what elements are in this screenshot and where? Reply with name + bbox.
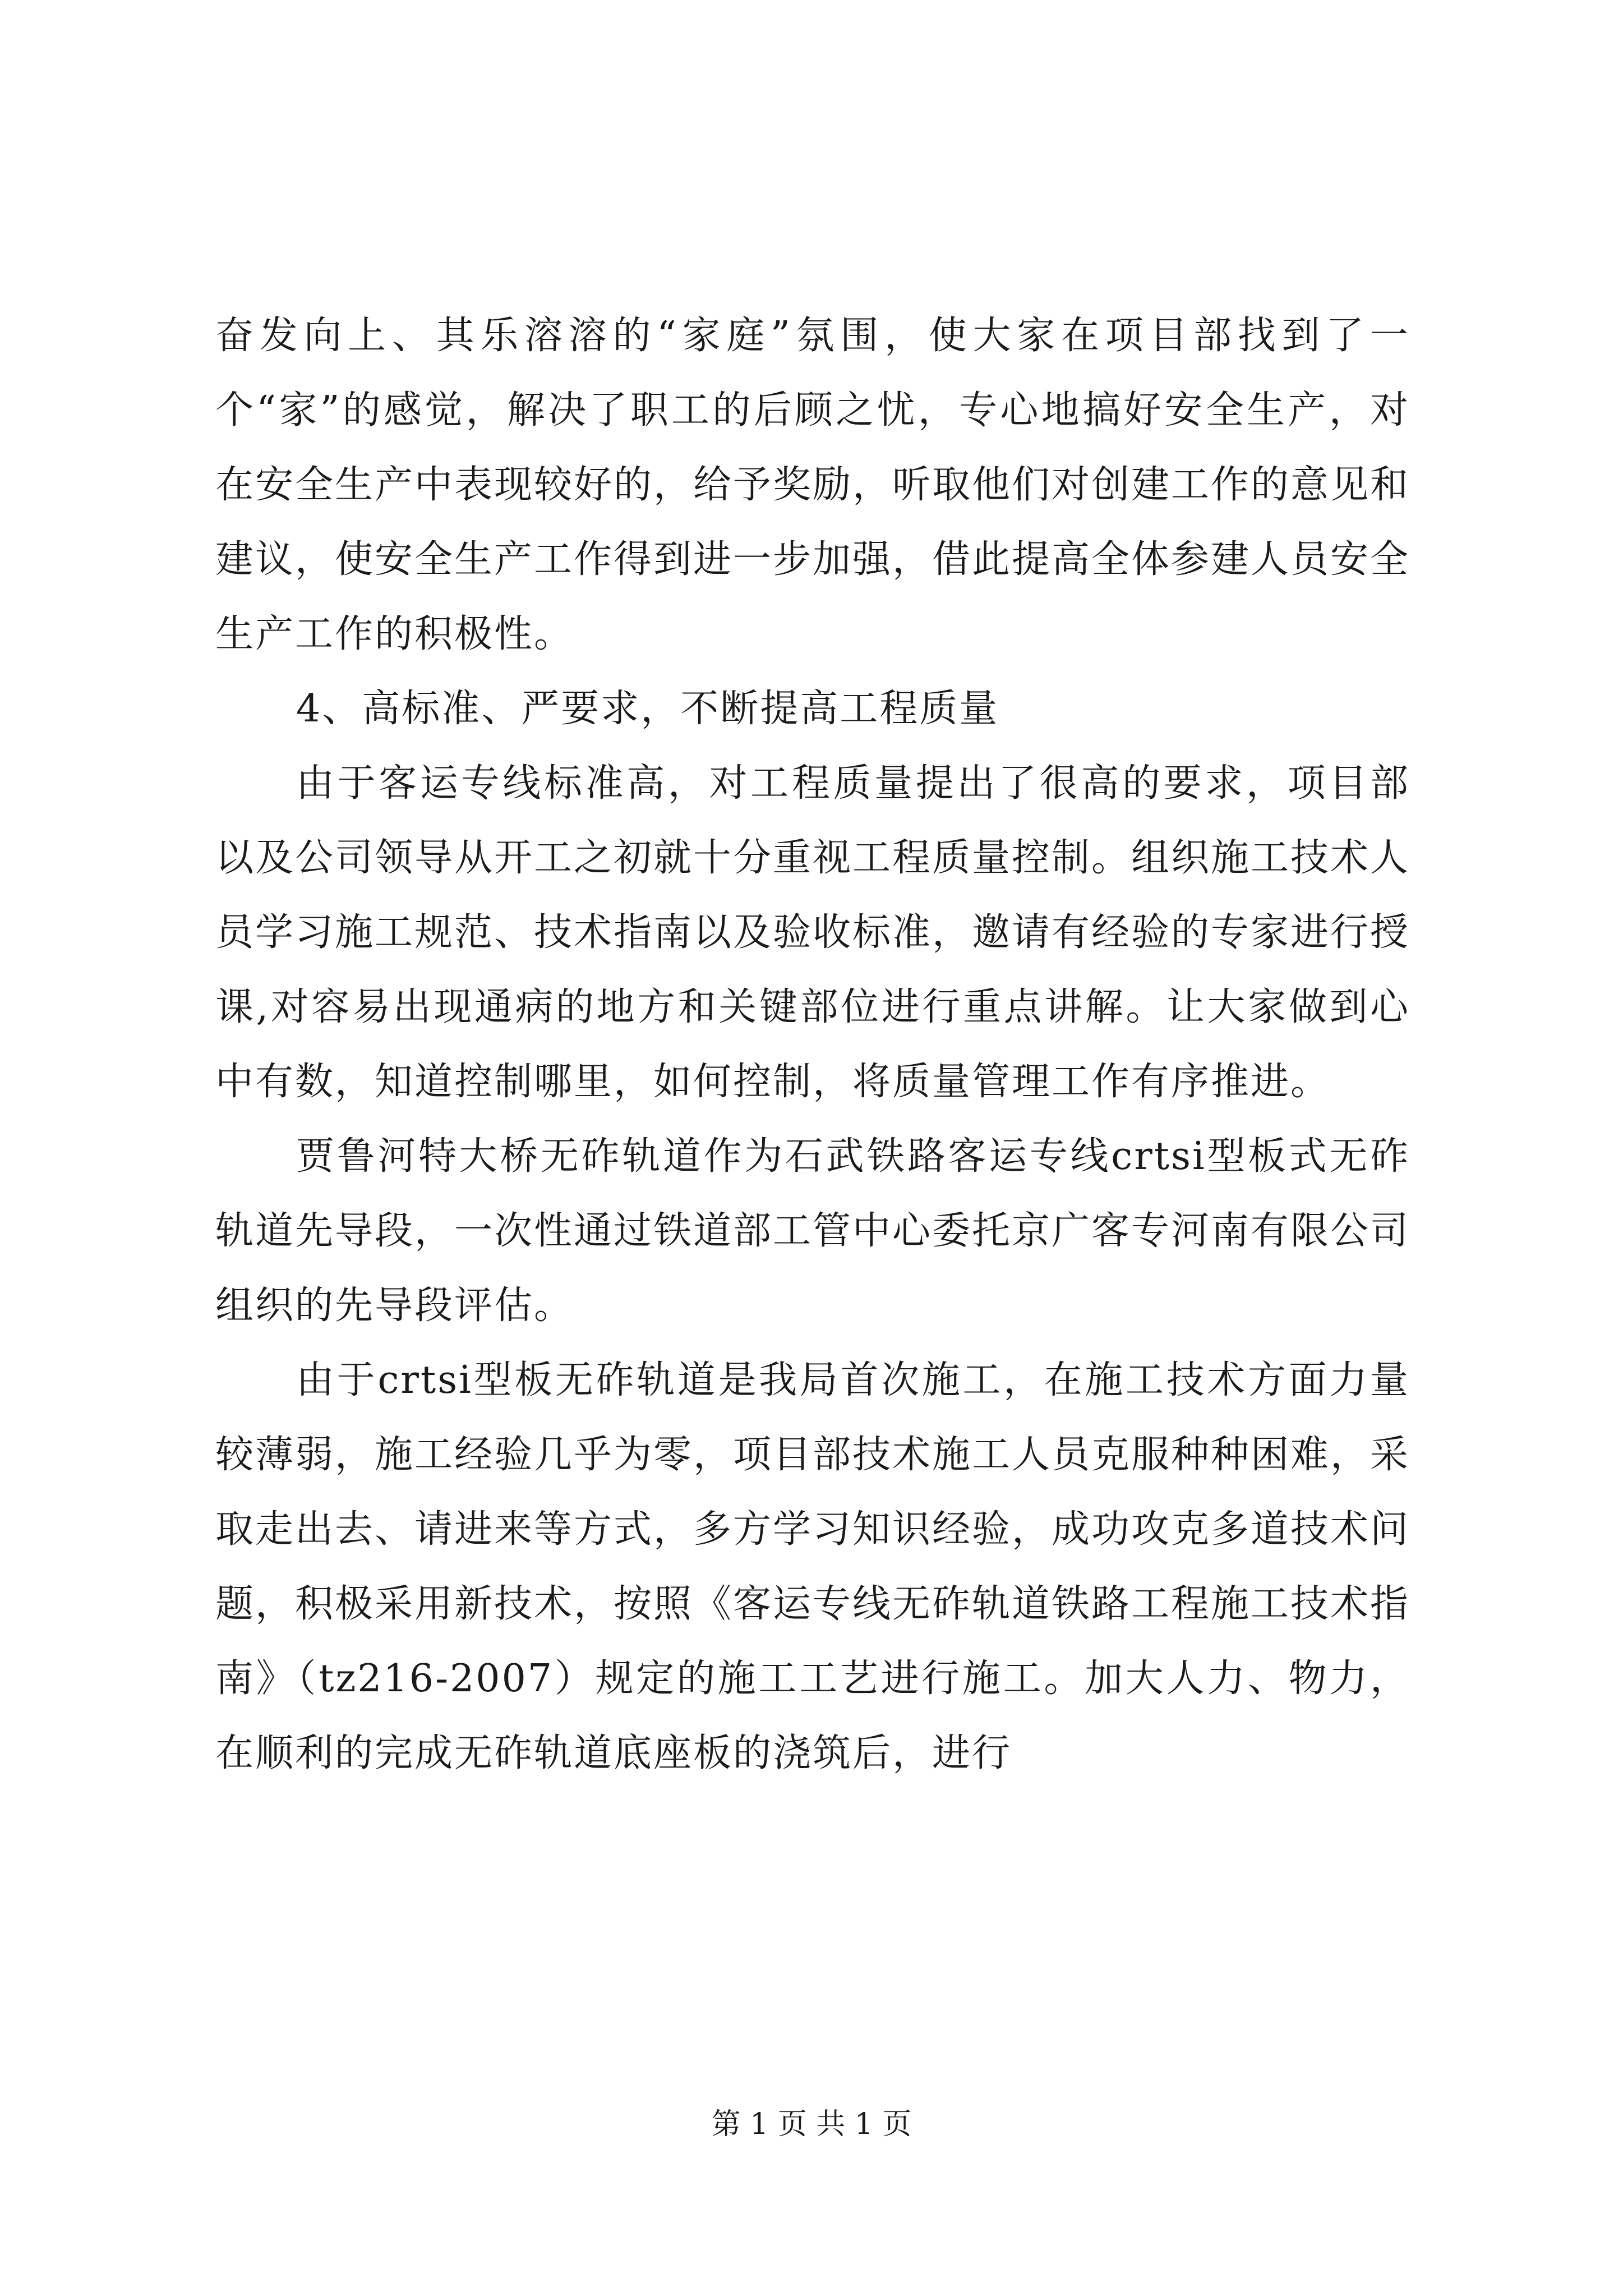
page-footer: 第 1 页 共 1 页 bbox=[711, 2108, 912, 2141]
document-body bbox=[215, 298, 1410, 1791]
paragraph-construction-technique: 由于crtsi型板无砟轨道是我局首次施工，在施工技术方面力量较薄弱，施工经验几乎为零，项目部技术施工人员克服种种困难，采取走出去、请进来等方式，多方学习知识经验，成功攻克多道技术问题，积极采用新技术，按照《客运专线无砟轨道铁路工程施工技术指南》（tz216-2007）规定的施工工艺进行施工。加大人力、物力，在顺利的完成无砟轨道底座板的浇筑后，进行 bbox=[215, 1358, 1410, 1775]
paragraph-quality-requirements: 由于客运专线标准高，对工程质量提出了很高的要求，项目部以及公司领导从开工之初就十分重视工程质量控制。组织施工技术人员学习施工规范、技术指南以及验收标准，邀请有经验的专家进行授课,对容易出现通病的地方和关键部位进行重点讲解。让大家做到心中有数，知道控制哪里，如何控制，将质量管理工作有序推进。 bbox=[215, 761, 1410, 1104]
paragraph-continuation: 奋发向上、其乐溶溶的“家庭”氛围，使大家在项目部找到了一个“家”的感觉，解决了职工的后顾之忧，专心地搞好安全生产，对在安全生产中表现较好的，给予奖励，听取他们对创建工作的意见和建议，使安全生产工作得到进一步加强，借此提高全体参建人员安全生产工作的积极性。 bbox=[215, 314, 1410, 656]
paragraph-pilot-section: 贾鲁河特大桥无砟轨道作为石武铁路客运专线crtsi型板式无砟轨道先导段，一次性通过铁道部工管中心委托京广客专河南有限公司组织的先导段评估。 bbox=[215, 1134, 1410, 1328]
section-heading: 4、高标准、严要求，不断提高工程质量 bbox=[296, 687, 999, 731]
